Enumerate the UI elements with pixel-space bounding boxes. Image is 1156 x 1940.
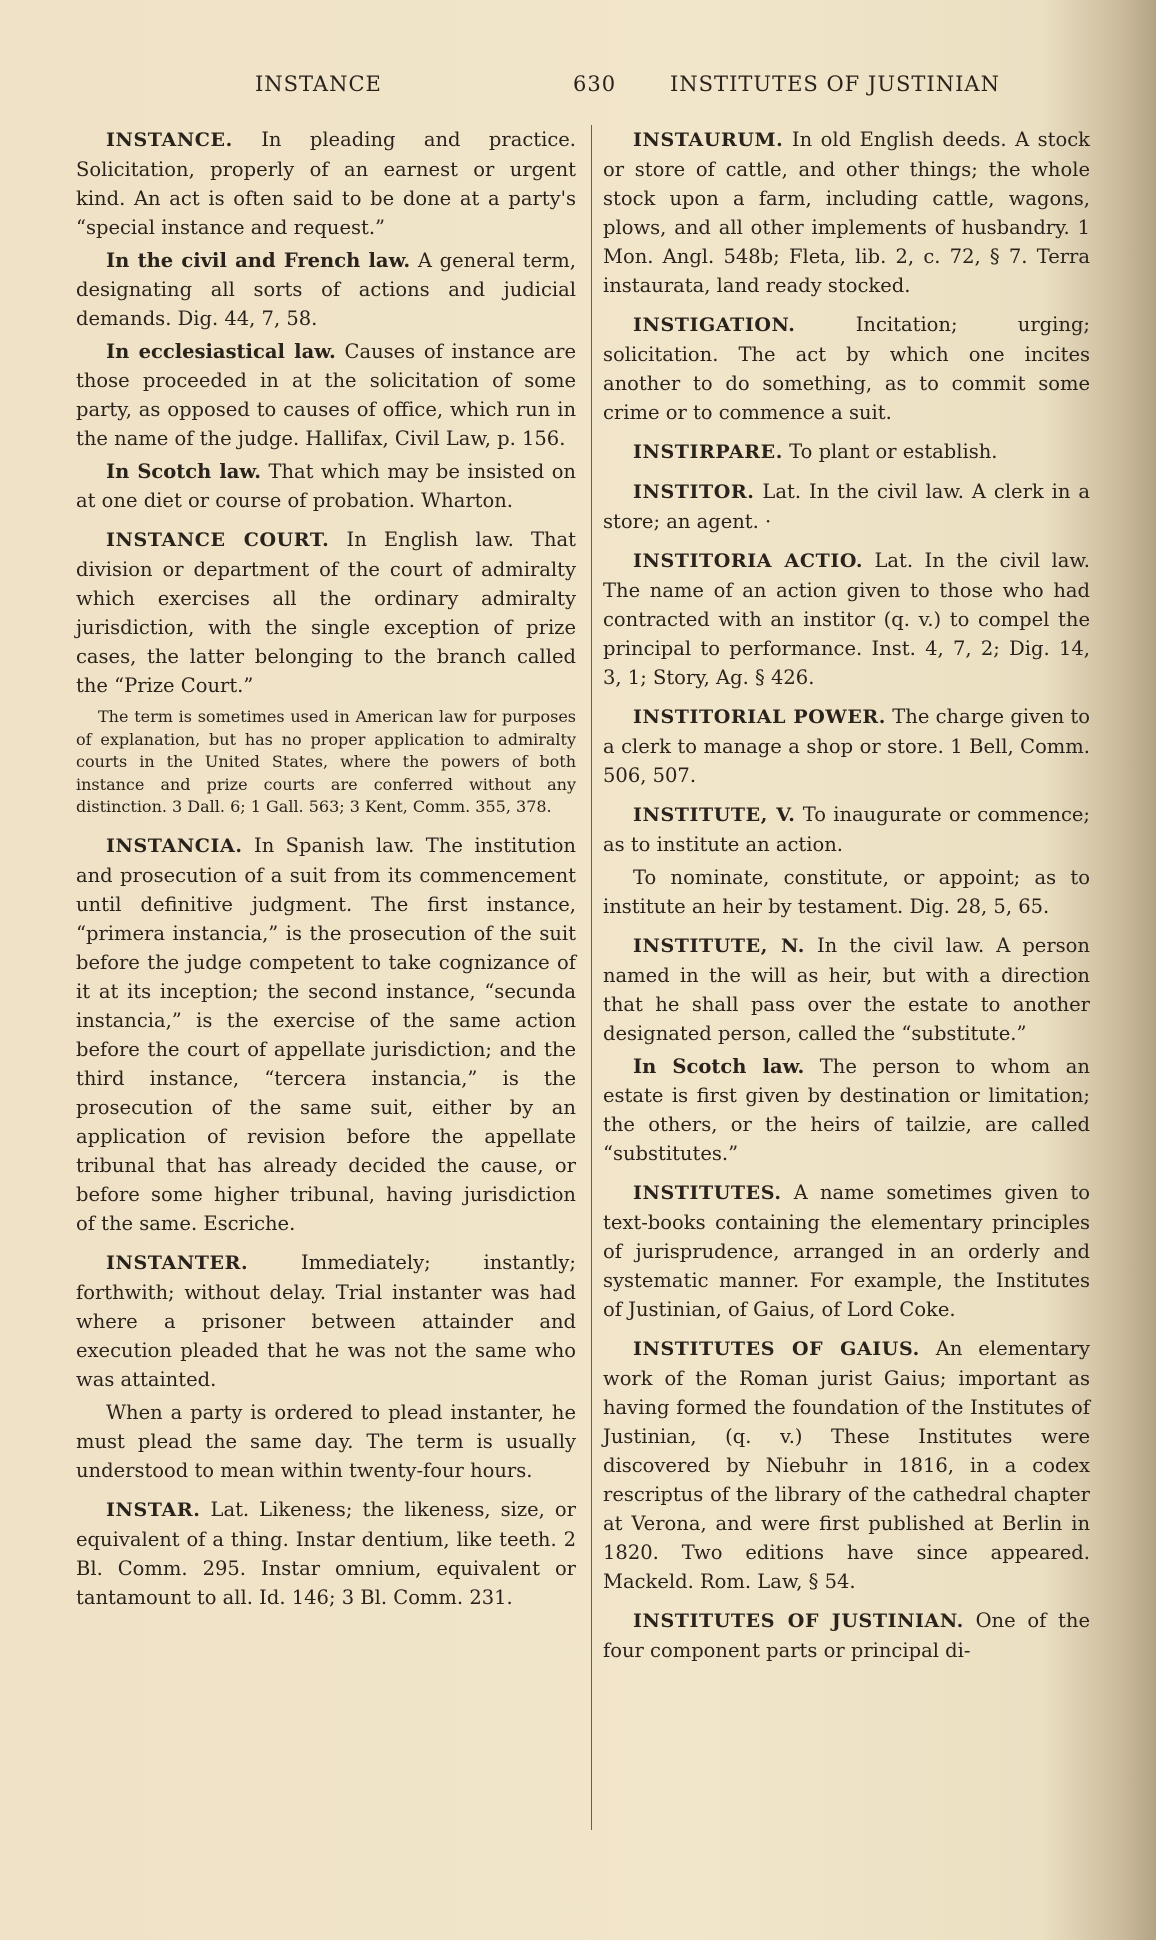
entry-text: That which may be insisted on at one diet or course of probation. Wharton. <box>76 460 576 512</box>
entry-subsection <box>76 457 576 515</box>
entry-institutes <box>603 1178 1090 1324</box>
page-number: 630 <box>573 72 617 96</box>
entry-instanter <box>76 1248 576 1394</box>
entry-term: INSTITORIAL POWER. <box>633 706 887 728</box>
entry-subsection <box>76 337 576 453</box>
entry-text: Immediately; instantly; forthwith; without delay. Trial instanter was had where a prisoner between attainder and execution pleaded that he was not the same who was attainted. <box>76 1250 576 1391</box>
entry-institorial-power <box>603 702 1090 790</box>
entry-institute-noun <box>603 931 1090 1048</box>
entry-text: To plant or establish. <box>782 440 998 463</box>
header-right-guide-word: INSTITUTES OF JUSTINIAN <box>670 72 1000 96</box>
entry-text: In Spanish law. The institution and prosecution of a suit from its commencement until definitive judgment. The first instance, “primera instancia,” is the prosecution of the suit before the judge competent to take cognizance of it at its inception; the second instance, “secunda instancia,” is the exercise of the same action before the court of appellate jurisdiction; and the third instance, “tercera instancia,” is the prosecution of the same suit, either by an application of revision before the appellate tribunal that has already decided the cause, or before some higher tribunal, having jurisdiction of the same. Escriche. <box>76 833 576 1235</box>
entry-instaurum <box>603 125 1090 300</box>
entry-text: The charge given to a clerk to manage a shop or store. 1 Bell, Comm. 506, 507. <box>603 705 1091 787</box>
entry-subsection <box>603 1052 1090 1168</box>
entry-text: Incitation; urging; solicitation. The act by which one incites another to do something, as to commit some crime or to commence a suit. <box>603 313 1090 424</box>
subsection-lead: In the civil and French law. <box>106 249 411 272</box>
subsection-lead: In ecclesiastical law. <box>106 340 336 363</box>
right-column <box>603 125 1090 1675</box>
entry-institutes-of-gaius <box>603 1334 1090 1596</box>
entry-instancia <box>76 831 576 1238</box>
running-header <box>0 72 1100 102</box>
entry-text: An elementary work of the Roman jurist Gaius; important as having formed the foundation of the Institutes of Justinian, (q. v.) These Institutes were discovered by Niebuhr in 1816, in a codex rescriptus of the library of the cathedral chapter at Verona, and were first published at Berlin in 1820. Two editions have since appeared. Mackeld. Rom. Law, § 54. <box>603 1337 1090 1593</box>
entry-instigation <box>603 310 1090 427</box>
entry-text: Causes of instance are those proceeded in at the solicitation of some party, as opposed to causes of office, which run in the name of the judge. Hallifax, Civil Law, p. 156. <box>76 340 576 450</box>
entry-term: INSTIGATION. <box>633 314 796 336</box>
entry-term: INSTITUTE, N. <box>633 935 805 957</box>
entry-note: The term is sometimes used in American law for purposes of explanation, but has no proper application to admiralty courts in the United States, where the powers of both instance and prize courts are conferred without any distinction. 3 Dall. 6; 1 Gall. 563; 3 Kent, Comm. 355, 378. <box>76 707 576 816</box>
entry-term: INSTITOR. <box>633 481 755 503</box>
entry-text: In old English deeds. A stock or store of cattle, and other things; the whole stock upon a farm, including cattle, wagons, plows, and all other implements of husbandry. 1 Mon. Angl. 548b; Fleta, lib. 2, c. 72, § 7. Terra instaurata, land ready stocked. <box>603 128 1090 297</box>
entry-term: INSTAR. <box>106 1498 201 1521</box>
entry-text: To inaugurate or commence; as to institute an action. <box>603 803 1090 856</box>
entry-instance <box>76 125 576 242</box>
entry-continuation: When a party is ordered to plead instanter, he must plead the same day. The term is usually understood to mean within twenty-four hours. <box>76 1400 576 1482</box>
column-divider <box>591 125 592 1830</box>
entry-text: A general term, designating all sorts of actions and judicial demands. Dig. 44, 7, 58. <box>76 249 576 330</box>
entry-instar <box>76 1495 576 1612</box>
entry-term: INSTITUTES OF JUSTINIAN. <box>633 1610 964 1632</box>
entry-term: INSTITORIA ACTIO. <box>633 550 864 572</box>
entry-text: In English law. That division or department of the court of admiralty which exercises all the ordinary admiralty jurisdiction, with the single exception of prize cases, the latter belonging to the branch called the “Prize Court.” <box>76 528 576 697</box>
entry-term: INSTIRPARE. <box>633 441 783 463</box>
entry-text: The person to whom an estate is first given by destination or limitation; the others, or the heirs of tailzie, are called “substitutes.” <box>603 1055 1090 1165</box>
entry-text: In pleading and practice. Solicitation, properly of an earnest or urgent kind. An act is often said to be done at a party's “special instance and request.” <box>76 128 576 239</box>
entry-term: INSTANCE COURT. <box>106 529 330 551</box>
entry-term: INSTANCE. <box>106 129 233 151</box>
entry-institutes-of-justinian <box>603 1606 1090 1665</box>
entry-term: INSTITUTE, V. <box>633 804 796 826</box>
entry-institor <box>603 477 1090 536</box>
subsection-lead: In Scotch law. <box>106 460 262 483</box>
entry-text: Lat. In the civil law. A clerk in a store; an agent. · <box>603 480 1090 533</box>
entry-term: INSTAURUM. <box>633 129 784 151</box>
entry-text: Lat. In the civil law. The name of an action given to those who had contracted with an institor (q. v.) to compel the principal to performance. Inst. 4, 7, 2; Dig. 14, 3, 1; Story, Ag. § 426. <box>603 549 1090 689</box>
entry-institoria-actio <box>603 546 1090 692</box>
header-left-guide-word: INSTANCE <box>255 72 382 96</box>
entry-instirpare <box>603 437 1090 467</box>
entry-term: INSTANTER. <box>106 1251 249 1274</box>
entry-text: In the civil law. A person named in the will as heir, but with a direction that he shall pass over the estate to another designated person, called the “substitute.” <box>603 934 1090 1045</box>
entry-term: INSTITUTES OF GAIUS. <box>633 1338 920 1360</box>
entry-term: INSTANCIA. <box>106 834 243 857</box>
entry-text: One of the four component parts or principal di- <box>603 1609 1090 1662</box>
entry-text: Lat. Likeness; the likeness, size, or equivalent of a thing. Instar dentium, like teeth. 2 Bl. Comm. 295. Instar omnium, equivalent or tantamount to all. Id. 146; 3 Bl. Comm. 231. <box>76 1497 576 1609</box>
entry-institute-verb <box>603 800 1090 859</box>
subsection-lead: In Scotch law. <box>633 1055 805 1078</box>
entry-term: INSTITUTES. <box>633 1182 782 1204</box>
entry-text: A name sometimes given to text-books containing the elementary principles of jurisprudence, arranged in an orderly and systematic manner. For example, the Institutes of Justinian, of Gaius, of Lord Coke. <box>603 1181 1090 1321</box>
entry-instance-court <box>76 525 576 700</box>
left-column <box>76 125 576 1622</box>
entry-continuation: To nominate, constitute, or appoint; as to institute an heir by testament. Dig. 28, 5, 65. <box>603 866 1090 918</box>
entry-subsection <box>76 246 576 333</box>
